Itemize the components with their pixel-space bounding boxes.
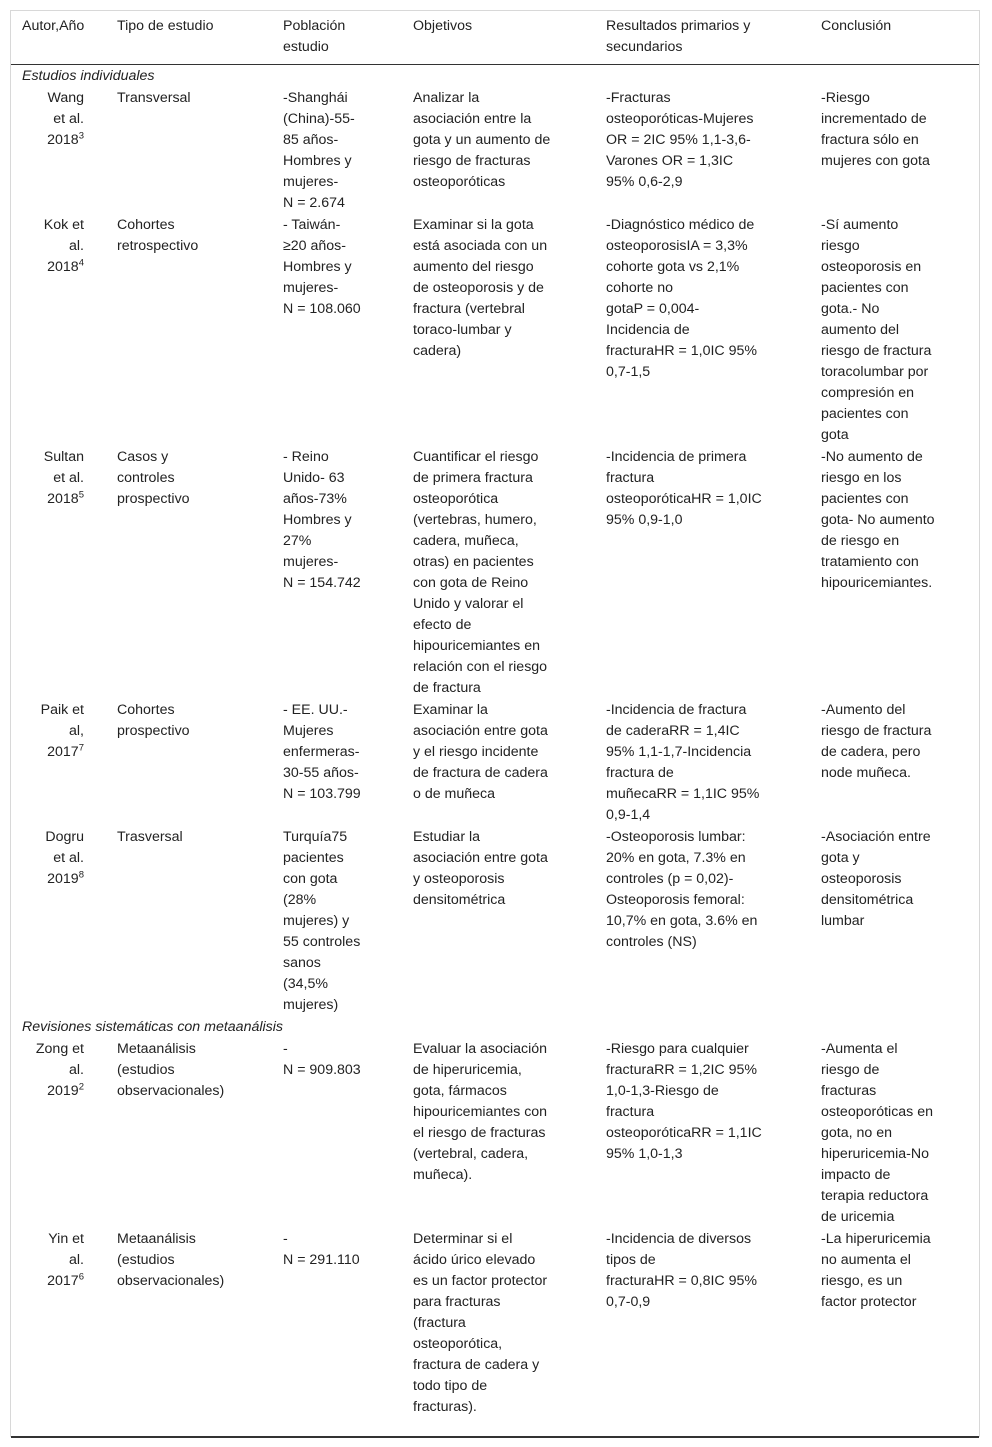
cell-study-type: Trasversal [117, 829, 183, 845]
cell-study-type: Transversal [117, 90, 191, 106]
cell-study-type: Cohortes retrospectivo [117, 217, 199, 254]
author-text: Kok et al. 2018 [43, 217, 84, 275]
cell-conclusion: -Aumenta el riesgo de fracturas osteoporóticas en gota, no en hiperuricemia-No impacto de terapia reductora de uricemia [821, 1041, 933, 1225]
header-study-type: Tipo de estudio [106, 11, 272, 65]
reference-number: 7 [78, 742, 84, 754]
reference-number: 6 [78, 1271, 84, 1283]
cell-population: Turquía75 pacientes con gota (28% mujeres) y 55 controles sanos (34,5% mujeres) [283, 829, 361, 1013]
cell-author [11, 446, 106, 699]
table-row [11, 1228, 979, 1418]
header-population: Población estudio [272, 11, 402, 65]
cell-conclusion: -Sí aumento riesgo osteoporosis en pacientes con gota.- No aumento del riesgo de fractura toracolumbar por compresión en pacientes con gota [821, 217, 932, 443]
header-objectives: Objetivos [402, 11, 595, 65]
author-text: Wang et al. 2018 [47, 90, 84, 148]
cell-results: -Osteoporosis lumbar: 20% en gota, 7.3% en controles (p = 0,02)- Osteoporosis femoral: 10,7% en gota, 3.6% en controles (NS) [606, 829, 758, 950]
cell-population: - Reino Unido- 63 años-73% Hombres y 27% mujeres- N = 154.742 [283, 449, 361, 591]
cell-objectives: Estudiar la asociación entre gota y osteoporosis densitométrica [413, 829, 548, 908]
table-row [11, 826, 979, 1016]
header-conclusion: Conclusión [810, 11, 979, 65]
author-text: Paik et al, 2017 [40, 702, 84, 760]
table-row [11, 214, 979, 446]
cell-author [11, 1038, 106, 1228]
cell-author [11, 87, 106, 214]
cell-objectives: Determinar si el ácido úrico elevado es un factor protector para fracturas (fractura osteoporótica, fractura de cadera y todo tipo de fracturas). [413, 1231, 548, 1415]
cell-objectives: Examinar si la gota está asociada con un aumento del riesgo de osteoporosis y de fractura (vertebral toraco-lumbar y cadera) [413, 217, 548, 359]
section-row [11, 1016, 979, 1038]
table-body [11, 65, 979, 1419]
cell-results: -Riesgo para cualquier fracturaRR = 1,2IC 95% 1,0-1,3-Riesgo de fractura osteoporóticaRR = 1,1IC 95% 1,0-1,3 [606, 1041, 762, 1162]
cell-population: -Shanghái (China)-55- 85 años- Hombres y mujeres- N = 2.674 [283, 90, 355, 211]
cell-population: - EE. UU.- Mujeres enfermeras- 30-55 años- N = 103.799 [283, 702, 361, 802]
cell-study-type: Casos y controles prospectivo [117, 449, 190, 507]
cell-objectives: Examinar la asociación entre gota y el riesgo incidente de fractura de cadera o de muñeca [413, 702, 548, 802]
author-text: Yin et al. 2017 [47, 1231, 84, 1289]
table-row [11, 1038, 979, 1228]
cell-study-type: Cohortes prospectivo [117, 702, 190, 739]
cell-results: -Incidencia de diversos tipos de fracturaHR = 0,8IC 95% 0,7-0,9 [606, 1231, 758, 1310]
cell-results: -Diagnóstico médico de osteoporosisIA = 3,3% cohorte gota vs 2,1% cohorte no gotaP = 0,004- Incidencia de fracturaHR = 1,0IC 95% 0,7-1,5 [606, 217, 758, 380]
cell-objectives: Analizar la asociación entre la gota y un aumento de riesgo de fracturas osteoporóticas [413, 90, 551, 190]
studies-table [11, 11, 979, 1418]
cell-population: - N = 291.110 [283, 1231, 360, 1268]
header-author: Autor,Año [11, 11, 106, 65]
reference-number: 3 [78, 130, 84, 142]
reference-number: 5 [78, 489, 84, 501]
cell-results: -Incidencia de fractura de caderaRR = 1,4IC 95% 1,1-1,7-Incidencia fractura de muñecaRR = 1,1IC 95% 0,9-1,4 [606, 702, 760, 823]
header-row [11, 11, 979, 65]
reference-number: 8 [78, 869, 84, 881]
cell-author [11, 826, 106, 1016]
cell-conclusion: -No aumento de riesgo en los pacientes con gota- No aumento de riesgo en tratamiento con hipouricemiantes. [821, 449, 935, 591]
cell-conclusion: -Aumento del riesgo de fractura de cadera, pero node muñeca. [821, 702, 932, 781]
author-text: Zong et al. 2019 [35, 1041, 84, 1099]
section-title: Revisiones sistemáticas con metaanálisis [22, 1019, 284, 1035]
reference-number: 4 [78, 257, 84, 269]
cell-objectives: Cuantificar el riesgo de primera fractura osteoporótica (vertebras, humero, cadera, muñeca, otras) en pacientes con gota de Reino Unido y valorar el efecto de hipouricemiantes en relación con el riesgo de fractura [413, 449, 548, 696]
cell-results: -Incidencia de primera fractura osteoporóticaHR = 1,0IC 95% 0,9-1,0 [606, 449, 762, 528]
cell-study-type: Metaanálisis (estudios observacionales) [117, 1041, 225, 1099]
cell-population: - Taiwán- ≥20 años- Hombres y mujeres- N = 108.060 [283, 217, 361, 317]
table-frame [10, 10, 980, 1437]
table-row [11, 699, 979, 826]
cell-author [11, 699, 106, 826]
cell-author [11, 1228, 106, 1418]
cell-author [11, 214, 106, 446]
cell-results: -Fracturas osteoporóticas-Mujeres OR = 2IC 95% 1,1-3,6- Varones OR = 1,3IC 95% 0,6-2,9 [606, 90, 754, 190]
table-row [11, 87, 979, 214]
author-text: Dogru et al. 2019 [45, 829, 84, 887]
cell-conclusion: -La hiperuricemia no aumenta el riesgo, es un factor protector [821, 1231, 931, 1310]
cell-study-type: Metaanálisis (estudios observacionales) [117, 1231, 225, 1289]
section-row [11, 65, 979, 88]
cell-conclusion: -Asociación entre gota y osteoporosis densitométrica lumbar [821, 829, 931, 929]
cell-conclusion: -Riesgo incrementado de fractura sólo en mujeres con gota [821, 90, 930, 169]
bottom-rule [11, 1436, 979, 1438]
section-title: Estudios individuales [22, 68, 155, 84]
author-text: Sultan et al. 2018 [43, 449, 84, 507]
cell-population: - N = 909.803 [283, 1041, 361, 1078]
reference-number: 2 [78, 1081, 84, 1093]
cell-objectives: Evaluar la asociación de hiperuricemia, gota, fármacos hipouricemiantes con el riesgo de fracturas (vertebral, cadera, muñeca). [413, 1041, 548, 1183]
header-results: Resultados primarios y secundarios [595, 11, 810, 65]
table-row [11, 446, 979, 699]
